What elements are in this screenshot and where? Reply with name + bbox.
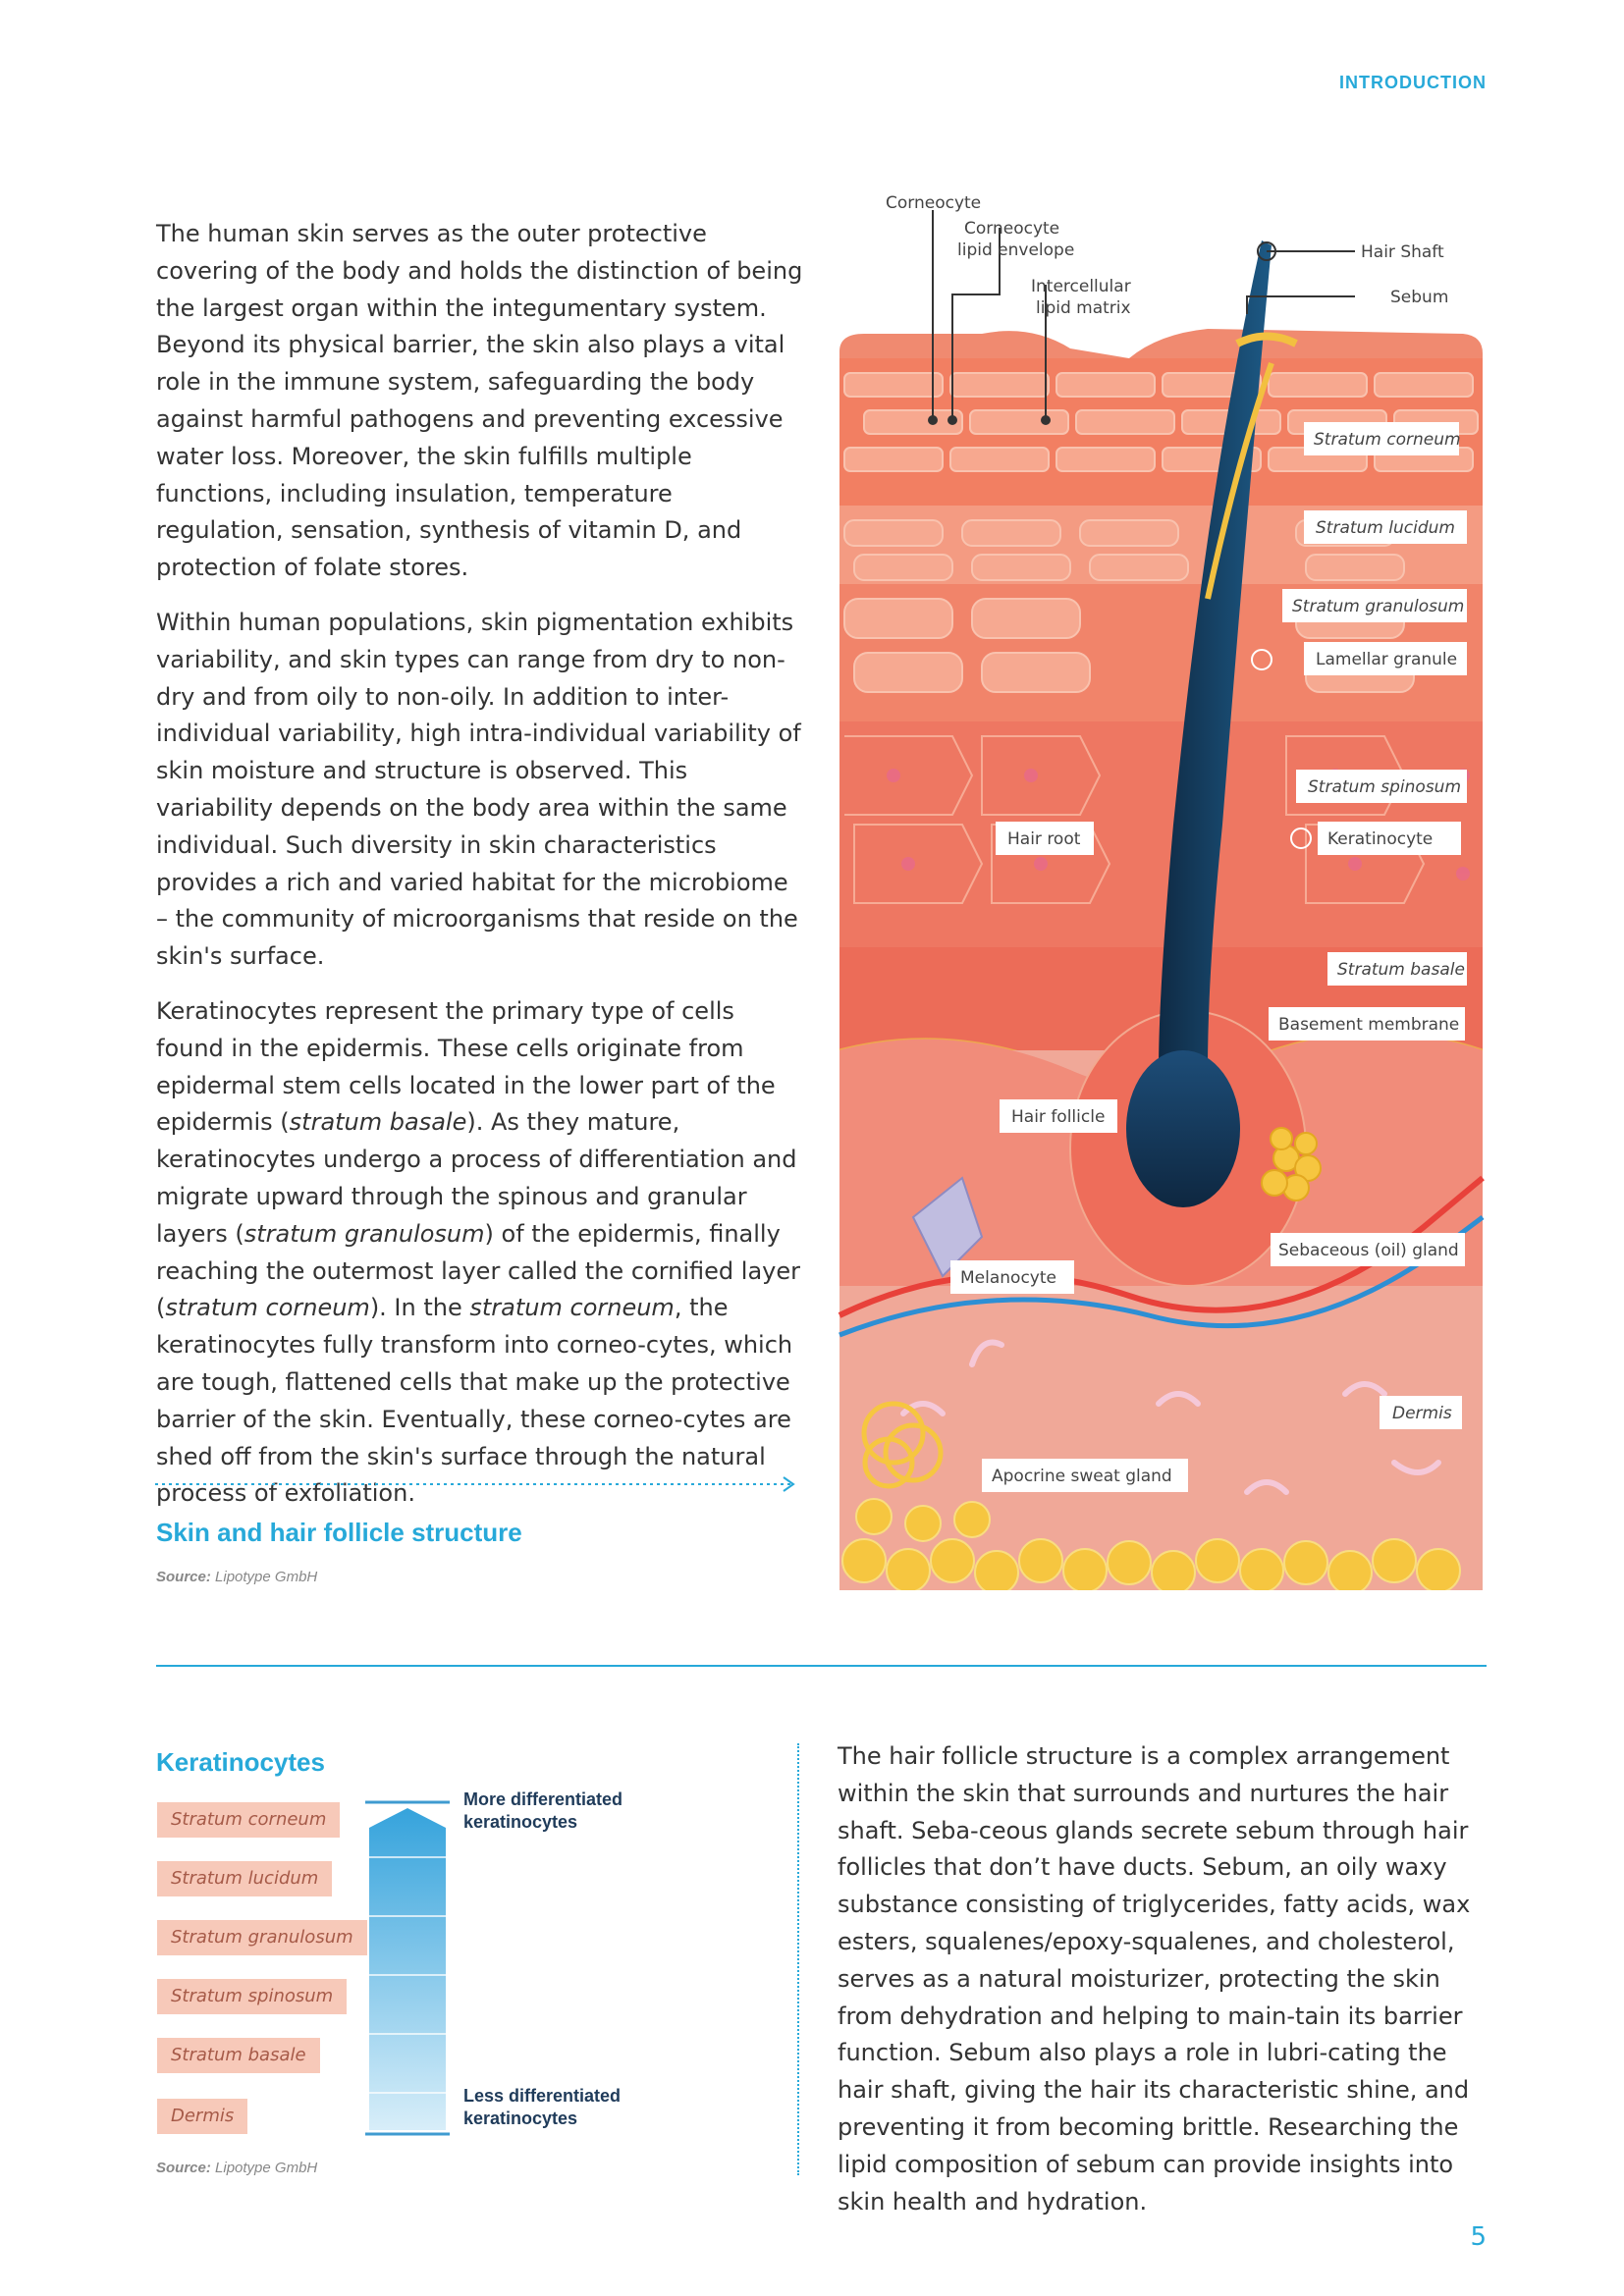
svg-text:Stratum corneum: Stratum corneum xyxy=(1314,430,1461,450)
section-divider xyxy=(156,1665,1487,1667)
tag-hair-root xyxy=(996,822,1094,855)
differentiation-arrow xyxy=(365,1796,450,2140)
svg-text:Keratinocyte: Keratinocyte xyxy=(1327,829,1434,849)
svg-text:Stratum basale: Stratum basale xyxy=(1337,960,1465,980)
label-corneocyte: Corneocyte xyxy=(886,193,982,213)
svg-text:Apocrine sweat gland: Apocrine sweat gland xyxy=(992,1467,1172,1486)
skin-diagram xyxy=(835,187,1487,1590)
tag-stratum-basale xyxy=(1327,952,1467,986)
tag-hair-follicle xyxy=(1000,1099,1117,1133)
label-lipid-envelope-2: lipid envelope xyxy=(957,240,1075,260)
tag-dermis xyxy=(1380,1396,1462,1429)
label-sebum: Sebum xyxy=(1390,288,1449,307)
svg-text:Stratum lucidum: Stratum lucidum xyxy=(1316,518,1455,538)
tag-basement-membrane xyxy=(1269,1007,1465,1041)
layer-tag-lucidum: Stratum lucidum xyxy=(157,1861,332,1896)
intro-text xyxy=(156,216,804,1530)
intro-paragraph-3: Keratinocytes represent the primary type of cells found in the epidermis. These cells originate from epidermal stem cells located in the lower part of the epidermis (stratum basale). As they mature, keratinocytes undergo a process of differentiation and migrate upward through the spinous and granular layers (stratum granulosum) of the epidermis, finally reaching the outermost layer called the cornified layer (stratum corneum). In the stratum corneum, the keratinocytes fully transform into corneo-cytes, which are tough, flattened cells that make up the protective barrier of the skin. Eventually, these corneo-cytes are shed off from the skin's surface through the natural process of exfoliation. xyxy=(156,996,800,1508)
tag-keratinocyte xyxy=(1318,822,1461,855)
svg-text:Dermis: Dermis xyxy=(1392,1404,1452,1423)
figure2-title: Keratinocytes xyxy=(156,1747,325,1777)
hair-bulb xyxy=(1126,1050,1240,1207)
svg-text:Hair follicle: Hair follicle xyxy=(1011,1107,1106,1127)
page-number: 5 xyxy=(1470,2222,1487,2252)
label-lipid-envelope-1: Corneocyte xyxy=(964,219,1060,239)
layer-tag-basale: Stratum basale xyxy=(157,2038,320,2073)
intro-paragraph-2: Within human populations, skin pigmentation exhibits variability, and skin types can range from dry to non-dry and from oily to non-oily. In addition to inter-individual variability, high intra-individual variability of skin moisture and structure is observed. This variability depends on the body area within the same individual. Such diversity in skin characteristics provides a rich and varied habitat for the microbiome – the community of microorganisms that reside on the skin's surface. xyxy=(156,608,801,971)
tag-sebaceous-gland xyxy=(1271,1233,1465,1266)
figure1-source: Source: Lipotype GmbH xyxy=(156,1569,318,1585)
column-separator xyxy=(797,1743,799,2175)
intro-paragraph-1: The human skin serves as the outer protective covering of the body and holds the distinction of being the largest organ within the integumentary system. Beyond its physical barrier, the skin also plays a vital role in the immune system, safeguarding the body against harmful pathogens and preventing excessive water loss. Moreover, the skin fulfills multiple functions, including insulation, temperature regulation, sensation, synthesis of vitamin D, and protection of folate stores. xyxy=(156,220,803,582)
figure1-title: Skin and hair follicle structure xyxy=(156,1518,522,1547)
tag-stratum-spinosum xyxy=(1296,770,1467,803)
svg-text:Basement membrane: Basement membrane xyxy=(1278,1015,1460,1035)
layer-tag-corneum: Stratum corneum xyxy=(157,1802,340,1838)
layer-tag-spinosum: Stratum spinosum xyxy=(157,1979,347,2014)
svg-text:Stratum granulosum: Stratum granulosum xyxy=(1292,597,1465,616)
figure2-source: Source: Lipotype GmbH xyxy=(156,2160,318,2176)
svg-text:Stratum spinosum: Stratum spinosum xyxy=(1308,777,1462,797)
more-differentiated-label: More differentiated keratinocytes xyxy=(463,1789,623,1832)
section-label: INTRODUCTION xyxy=(1339,73,1487,92)
tag-stratum-granulosum xyxy=(1282,589,1467,622)
tag-lamellar-granule xyxy=(1304,642,1467,675)
svg-text:Hair root: Hair root xyxy=(1007,829,1081,849)
label-lipid-matrix-2: lipid matrix xyxy=(1036,298,1131,318)
hair-follicle-text: The hair follicle structure is a complex arrangement within the skin that surrounds and nurtures the hair shaft. Seba-ceous glands secrete sebum through hair follicles that don’t have ducts. Sebum, an oily waxy substance consisting of triglycerides, fatty acids, wax esters, squalenes/epoxy-squalenes, and cholesterol, serves as a natural moisturizer, protecting the skin from dehydration and helping to main-tain its barrier function. Sebum also plays a role in lubri-cating the hair shaft, giving the hair its characteristic shine, and preventing it from becoming brittle. Researching the lipid composition of sebum can provide insights into skin health and hydration. xyxy=(838,1742,1471,2216)
svg-text:Lamellar granule: Lamellar granule xyxy=(1316,650,1458,669)
svg-text:Melanocyte: Melanocyte xyxy=(960,1268,1056,1288)
label-lipid-matrix-1: Intercellular xyxy=(1031,277,1131,296)
dotted-arrow xyxy=(155,1474,803,1494)
tag-apocrine-sweat-gland xyxy=(982,1459,1188,1492)
layer-tag-dermis: Dermis xyxy=(157,2099,247,2134)
tag-melanocyte xyxy=(950,1260,1074,1294)
layer-tag-granulosum: Stratum granulosum xyxy=(157,1920,367,1955)
tag-stratum-lucidum xyxy=(1304,510,1467,544)
svg-text:Sebaceous (oil) gland: Sebaceous (oil) gland xyxy=(1278,1241,1459,1260)
label-hair-shaft: Hair Shaft xyxy=(1361,242,1444,262)
tag-stratum-corneum xyxy=(1304,422,1461,455)
less-differentiated-label: Less differentiated keratinocytes xyxy=(463,2086,622,2128)
